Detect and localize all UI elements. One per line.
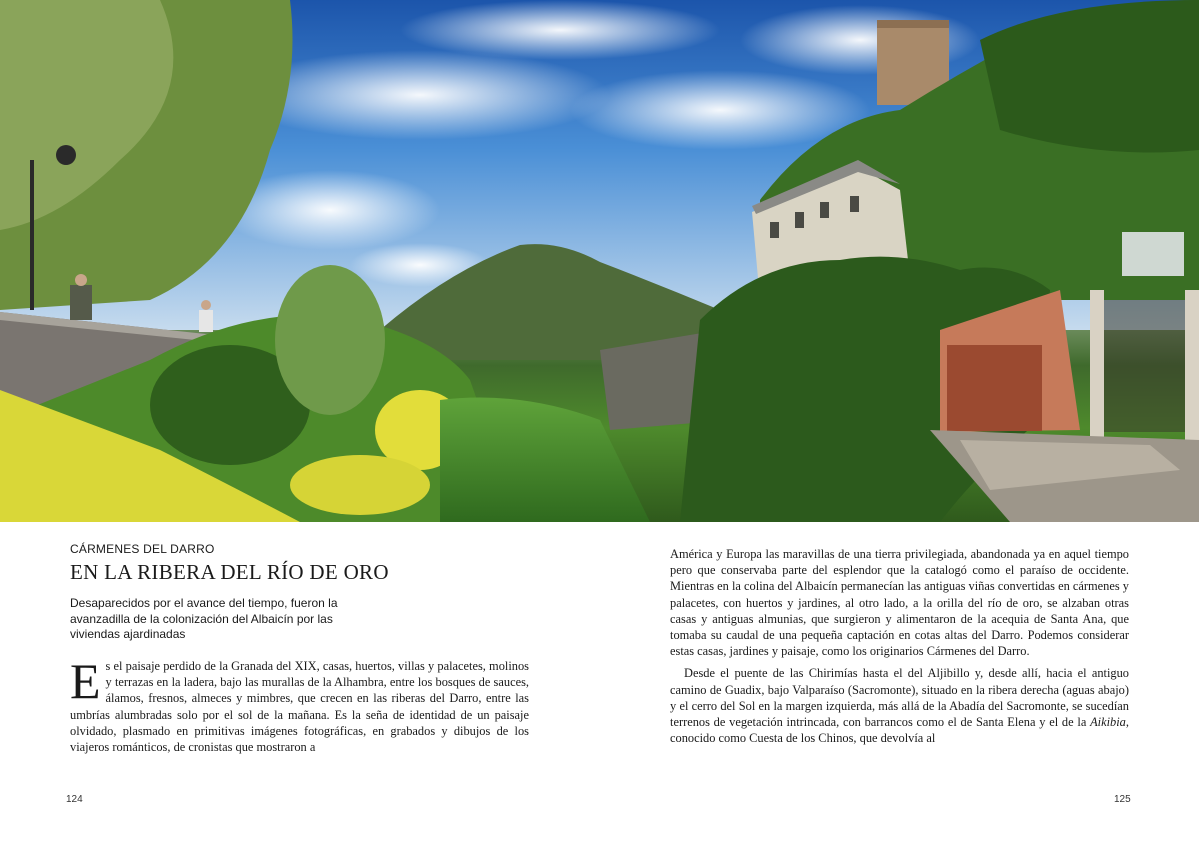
right-paragraph-2-tail: , conocido como Cuesta de los Chinos, que devolvía al (670, 715, 1129, 746)
right-paragraph-1: América y Europa las maravillas de una tierra privilegiada, abandonada ya en aquel tiempo pero que conservaba parte del esplendor que la catalogó como el paraíso de occidente. Mientras en la colina del Albaicín permanecían las antiguas viñas convertidas en cármenes y palacetes, con huertos y jardines, al otro lado, a la orilla del río de oro, se alzaban otras casas y antiguas almunias, que surgieron y alimentaron de la acequia de Santa Ana, que tomaba su caudal de una pequeña captación en cotas altas del Darro. Podemos considerar estas casas, jardines y paisaje, como los originarios Cármenes del Darro. (670, 547, 1129, 659)
left-body-text (70, 653, 529, 755)
right-paragraph-2-text: Desde el puente de las Chirimías hasta el del Aljibillo y, desde allí, hacia el antiguo camino de Guadix, bajo Valparaíso (Sacromonte), situado en la ribera derecha (aguas abajo) y el cerro del Sol en la margen izquierda, más allá de la Abadía del Sacromonte, se sucedían terrenos de vegetación intrincada, con barrancos como el de Santa Elena y el de la (670, 666, 1129, 730)
article-title: EN LA RIBERA DEL RÍO DE ORO (70, 560, 389, 584)
page-number-right: 125 (1114, 794, 1131, 805)
drop-cap: E (70, 653, 101, 709)
left-body-paragraph: s el paisaje perdido de la Granada del XIX, casas, huertos, villas y palacetes, molinos y terrazas en la ladera, bajo las murallas de la Alhambra, entre los bosques de sauces, álamos, fresnos, almeces y mimbres, que crecen en las riberas del Darro, entre las umbrías alumbradas solo por el sol de la mañana. Es la seña de identidad de un paisaje olvidado, plasmado en primitivas imágenes fotográficas, en grabados y dibujos de los viajeros románticos, de cronistas que mostraron a (70, 659, 529, 755)
section-label: CÁRMENES DEL DARRO (70, 542, 215, 556)
right-paragraph-2-italic: Aikibia (1090, 715, 1126, 730)
right-body-text (670, 546, 1129, 746)
right-paragraph-2 (670, 665, 1129, 746)
page-number-left: 124 (66, 794, 83, 805)
article-subtitle: Desaparecidos por el avance del tiempo, fueron la avanzadilla de la colonización del Albaicín por las viviendas ajardinadas (70, 596, 338, 641)
